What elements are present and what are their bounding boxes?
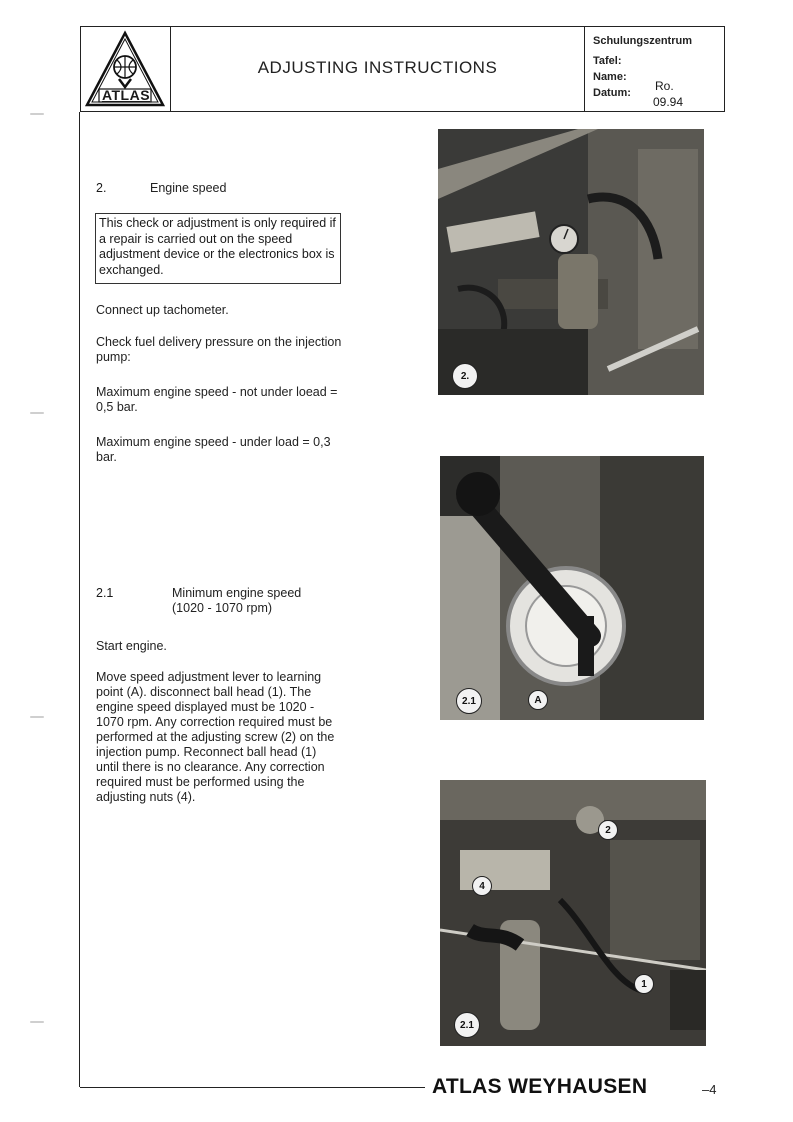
paragraph: Maximum engine speed - under load = 0,3 bar. bbox=[96, 435, 331, 464]
org-label: Schulungszentrum bbox=[593, 35, 693, 47]
footer-brand: ATLAS WEYHAUSEN bbox=[432, 1075, 648, 1098]
section-title: Minimum engine speed bbox=[172, 586, 302, 600]
callout-marker: A bbox=[528, 690, 548, 710]
photo-speed-lever bbox=[440, 456, 704, 720]
paragraph: Move speed adjustment lever to learning point (A). disconnect ball head (1). The engine speed displayed must be 1020 - 1070 rpm. Any correction required must be performed at the adjusting screw (2) on the injection pump. Reconnect ball head (1) until there is no clearance. Any correction required must be performed using the adjusting nuts (4). bbox=[96, 670, 335, 804]
photo-badge: 2. bbox=[452, 363, 478, 389]
datum-label: Datum: bbox=[593, 87, 631, 99]
page-title: ADJUSTING INSTRUCTIONS bbox=[257, 58, 498, 77]
logo-cell bbox=[81, 27, 171, 111]
meta-cell bbox=[584, 27, 724, 111]
name-value: Ro. bbox=[655, 79, 674, 93]
callout-marker: 1 bbox=[634, 974, 654, 994]
page-number: –4 bbox=[702, 1082, 717, 1097]
left-rule bbox=[79, 112, 80, 1087]
datum-value: 09.94 bbox=[653, 95, 684, 109]
tafel-label: Tafel: bbox=[593, 55, 622, 67]
paragraph: Connect up tachometer. bbox=[96, 303, 229, 317]
photo-badge: 2.1 bbox=[454, 1012, 480, 1038]
callout-marker: 2 bbox=[598, 820, 618, 840]
punch-mark bbox=[30, 1021, 44, 1023]
paragraph: Start engine. bbox=[96, 639, 167, 653]
paragraph: Check fuel delivery pressure on the injection pump: bbox=[96, 335, 342, 364]
footer-rule bbox=[80, 1087, 425, 1088]
punch-mark bbox=[30, 716, 44, 718]
callout-marker: 4 bbox=[472, 876, 492, 896]
note-box: This check or adjustment is only required if a repair is carried out on the speed adjustment device or the electronics box is exchanged. bbox=[95, 213, 341, 284]
logo-text: ATLAS bbox=[101, 87, 151, 103]
section-title: Engine speed bbox=[150, 181, 227, 195]
paragraph: Maximum engine speed - not under loead = 0,5 bar. bbox=[96, 385, 338, 414]
section-number: 2. bbox=[96, 181, 107, 195]
punch-mark bbox=[30, 113, 44, 115]
photo-engine-linkage bbox=[440, 780, 706, 1046]
photo-injection-pump bbox=[438, 129, 704, 395]
name-label: Name: bbox=[593, 71, 627, 83]
section-number: 2.1 bbox=[96, 586, 114, 600]
photo-badge: 2.1 bbox=[456, 688, 482, 714]
header-box bbox=[80, 26, 725, 112]
punch-mark bbox=[30, 412, 44, 414]
section-subtitle: (1020 - 1070 rpm) bbox=[172, 601, 273, 615]
